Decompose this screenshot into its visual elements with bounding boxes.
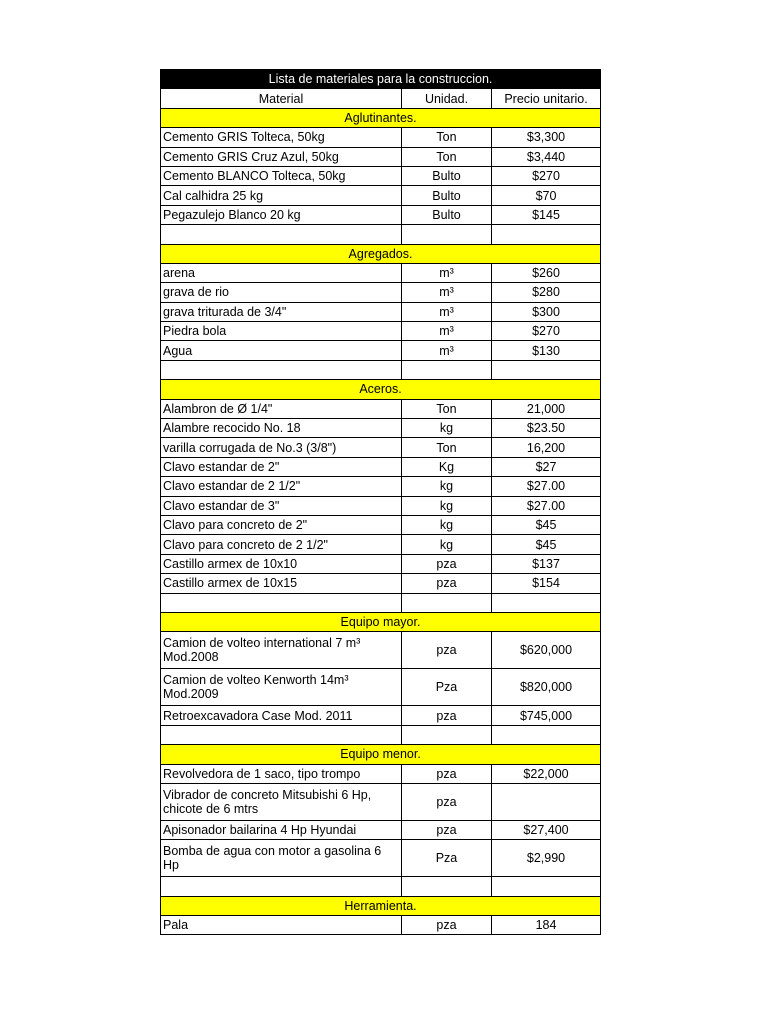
price-cell: $137 bbox=[492, 554, 601, 573]
table-row bbox=[161, 515, 601, 534]
material-cell: Revolvedora de 1 saco, tipo trompo bbox=[161, 764, 402, 783]
material-cell: Cemento GRIS Cruz Azul, 50kg bbox=[161, 147, 402, 166]
price-cell bbox=[492, 783, 601, 820]
material-cell: Retroexcavadora Case Mod. 2011 bbox=[161, 706, 402, 725]
empty-cell bbox=[402, 725, 492, 744]
material-cell: Alambre recocido No. 18 bbox=[161, 419, 402, 438]
material-cell: Clavo estandar de 2 1/2" bbox=[161, 477, 402, 496]
table-row bbox=[161, 438, 601, 457]
unit-cell: Bulto bbox=[402, 205, 492, 224]
material-cell: Vibrador de concreto Mitsubishi 6 Hp, chicote de 6 mtrs bbox=[161, 783, 402, 820]
table-row bbox=[161, 147, 601, 166]
price-cell: $22,000 bbox=[492, 764, 601, 783]
table-row bbox=[161, 783, 601, 820]
price-cell: $23.50 bbox=[492, 419, 601, 438]
material-cell: Castillo armex de 10x10 bbox=[161, 554, 402, 573]
table-row bbox=[161, 341, 601, 360]
section-label: Agregados. bbox=[161, 244, 601, 263]
empty-cell bbox=[161, 360, 402, 379]
material-cell: arena bbox=[161, 263, 402, 282]
unit-cell: kg bbox=[402, 515, 492, 534]
material-cell: Piedra bola bbox=[161, 322, 402, 341]
unit-cell: Ton bbox=[402, 147, 492, 166]
unit-cell: Pza bbox=[402, 840, 492, 877]
price-cell: $300 bbox=[492, 302, 601, 321]
price-cell: $820,000 bbox=[492, 669, 601, 706]
unit-cell: kg bbox=[402, 477, 492, 496]
empty-cell bbox=[492, 360, 601, 379]
material-cell: grava triturada de 3/4" bbox=[161, 302, 402, 321]
unit-cell: pza bbox=[402, 916, 492, 935]
unit-cell: Ton bbox=[402, 128, 492, 147]
section-row bbox=[161, 612, 601, 631]
material-cell: Cemento GRIS Tolteca, 50kg bbox=[161, 128, 402, 147]
table-row bbox=[161, 166, 601, 185]
price-cell: $145 bbox=[492, 205, 601, 224]
price-cell: $3,300 bbox=[492, 128, 601, 147]
section-row bbox=[161, 745, 601, 764]
section-label: Equipo mayor. bbox=[161, 612, 601, 631]
material-cell: Clavo estandar de 2" bbox=[161, 457, 402, 476]
table-row bbox=[161, 186, 601, 205]
material-cell: Bomba de agua con motor a gasolina 6 Hp bbox=[161, 840, 402, 877]
material-cell: Clavo estandar de 3" bbox=[161, 496, 402, 515]
empty-cell bbox=[161, 725, 402, 744]
unit-cell: m³ bbox=[402, 322, 492, 341]
price-cell: $70 bbox=[492, 186, 601, 205]
price-cell: $130 bbox=[492, 341, 601, 360]
table-row bbox=[161, 399, 601, 418]
unit-cell: kg bbox=[402, 419, 492, 438]
unit-cell: pza bbox=[402, 820, 492, 839]
empty-cell bbox=[492, 593, 601, 612]
price-cell: $45 bbox=[492, 515, 601, 534]
material-cell: Pala bbox=[161, 916, 402, 935]
materials-table bbox=[160, 69, 601, 935]
unit-cell: pza bbox=[402, 554, 492, 573]
table-row bbox=[161, 535, 601, 554]
table-row bbox=[161, 419, 601, 438]
table-row bbox=[161, 632, 601, 669]
price-cell: $270 bbox=[492, 166, 601, 185]
table-row bbox=[161, 706, 601, 725]
table-row bbox=[161, 457, 601, 476]
unit-cell: m³ bbox=[402, 283, 492, 302]
price-cell: $27.00 bbox=[492, 477, 601, 496]
table-row bbox=[161, 764, 601, 783]
empty-cell bbox=[161, 225, 402, 244]
blank-row bbox=[161, 360, 601, 379]
table-row bbox=[161, 283, 601, 302]
blank-row bbox=[161, 593, 601, 612]
empty-cell bbox=[161, 877, 402, 896]
unit-cell: pza bbox=[402, 574, 492, 593]
section-row bbox=[161, 380, 601, 399]
material-cell: Pegazulejo Blanco 20 kg bbox=[161, 205, 402, 224]
material-cell: Cal calhidra 25 kg bbox=[161, 186, 402, 205]
price-cell: 16,200 bbox=[492, 438, 601, 457]
price-cell: $745,000 bbox=[492, 706, 601, 725]
empty-cell bbox=[492, 225, 601, 244]
header-unit: Unidad. bbox=[402, 89, 492, 108]
header-row bbox=[161, 89, 601, 108]
table-row bbox=[161, 477, 601, 496]
price-cell: $270 bbox=[492, 322, 601, 341]
material-cell: Clavo para concreto de 2 1/2" bbox=[161, 535, 402, 554]
material-cell: Clavo para concreto de 2" bbox=[161, 515, 402, 534]
unit-cell: Pza bbox=[402, 669, 492, 706]
price-cell: 184 bbox=[492, 916, 601, 935]
unit-cell: Kg bbox=[402, 457, 492, 476]
table-row bbox=[161, 916, 601, 935]
unit-cell: Bulto bbox=[402, 166, 492, 185]
material-cell: Camion de volteo Kenworth 14m³ Mod.2009 bbox=[161, 669, 402, 706]
section-row bbox=[161, 896, 601, 915]
empty-cell bbox=[492, 877, 601, 896]
price-cell: $3,440 bbox=[492, 147, 601, 166]
table-row bbox=[161, 574, 601, 593]
empty-cell bbox=[402, 877, 492, 896]
material-cell: Cemento BLANCO Tolteca, 50kg bbox=[161, 166, 402, 185]
table-row bbox=[161, 128, 601, 147]
material-cell: Apisonador bailarina 4 Hp Hyundai bbox=[161, 820, 402, 839]
price-cell: $154 bbox=[492, 574, 601, 593]
table-row bbox=[161, 263, 601, 282]
unit-cell: pza bbox=[402, 632, 492, 669]
section-label: Aceros. bbox=[161, 380, 601, 399]
unit-cell: kg bbox=[402, 535, 492, 554]
table-row bbox=[161, 820, 601, 839]
price-cell: $260 bbox=[492, 263, 601, 282]
unit-cell: kg bbox=[402, 496, 492, 515]
section-label: Aglutinantes. bbox=[161, 108, 601, 127]
unit-cell: m³ bbox=[402, 341, 492, 360]
price-cell: $620,000 bbox=[492, 632, 601, 669]
price-cell: $2,990 bbox=[492, 840, 601, 877]
empty-cell bbox=[402, 593, 492, 612]
section-row bbox=[161, 108, 601, 127]
table-row bbox=[161, 205, 601, 224]
unit-cell: m³ bbox=[402, 302, 492, 321]
material-cell: Alambron de Ø 1/4" bbox=[161, 399, 402, 418]
table-title: Lista de materiales para la construccion. bbox=[161, 70, 601, 89]
blank-row bbox=[161, 877, 601, 896]
table-row bbox=[161, 302, 601, 321]
unit-cell: pza bbox=[402, 764, 492, 783]
price-cell: $45 bbox=[492, 535, 601, 554]
header-material: Material bbox=[161, 89, 402, 108]
title-row bbox=[161, 70, 601, 89]
unit-cell: pza bbox=[402, 783, 492, 820]
unit-cell: m³ bbox=[402, 263, 492, 282]
blank-row bbox=[161, 225, 601, 244]
price-cell: $27.00 bbox=[492, 496, 601, 515]
empty-cell bbox=[402, 360, 492, 379]
blank-row bbox=[161, 725, 601, 744]
header-price: Precio unitario. bbox=[492, 89, 601, 108]
price-cell: $27,400 bbox=[492, 820, 601, 839]
price-cell: $280 bbox=[492, 283, 601, 302]
material-cell: varilla corrugada de No.3 (3/8") bbox=[161, 438, 402, 457]
material-cell: Agua bbox=[161, 341, 402, 360]
section-label: Herramienta. bbox=[161, 896, 601, 915]
price-cell: 21,000 bbox=[492, 399, 601, 418]
empty-cell bbox=[402, 225, 492, 244]
table-row bbox=[161, 496, 601, 515]
unit-cell: pza bbox=[402, 706, 492, 725]
table-row bbox=[161, 322, 601, 341]
material-cell: grava de rio bbox=[161, 283, 402, 302]
material-cell: Castillo armex de 10x15 bbox=[161, 574, 402, 593]
section-label: Equipo menor. bbox=[161, 745, 601, 764]
materials-table-body bbox=[161, 70, 601, 935]
unit-cell: Bulto bbox=[402, 186, 492, 205]
unit-cell: Ton bbox=[402, 438, 492, 457]
table-row bbox=[161, 554, 601, 573]
section-row bbox=[161, 244, 601, 263]
table-row bbox=[161, 669, 601, 706]
empty-cell bbox=[161, 593, 402, 612]
price-cell: $27 bbox=[492, 457, 601, 476]
unit-cell: Ton bbox=[402, 399, 492, 418]
empty-cell bbox=[492, 725, 601, 744]
material-cell: Camion de volteo international 7 m³ Mod.2008 bbox=[161, 632, 402, 669]
table-row bbox=[161, 840, 601, 877]
